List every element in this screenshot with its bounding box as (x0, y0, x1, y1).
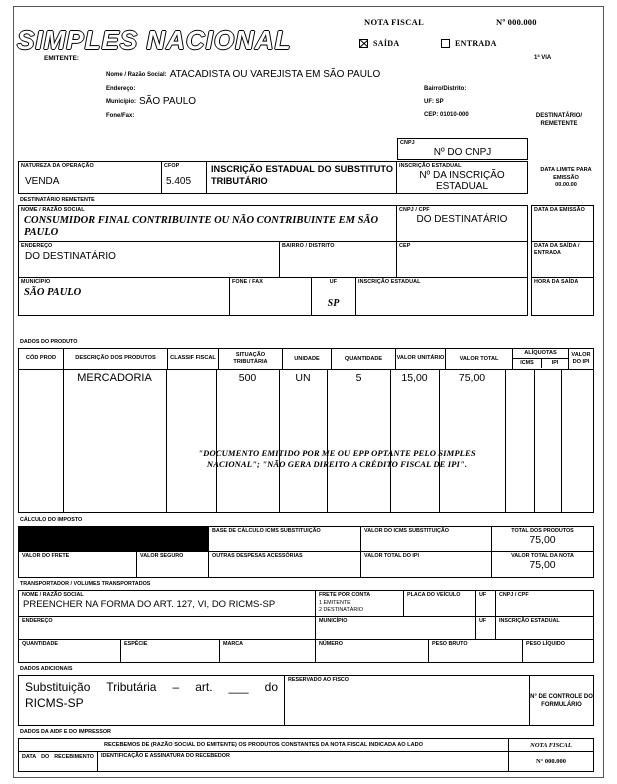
cell-descricao: MERCADORIA (77, 372, 152, 384)
destinatario-endereco-row (18, 242, 528, 278)
aidf-recebemos-label: RECEBEMOS DE (RAZÃO SOCIAL DO EMITENTE) OS PRODUTOS CONSTANTES DA NOTA FISCAL INDICADA AO LADO (19, 739, 509, 751)
emitente-municipio-label: Município: (106, 99, 136, 105)
transportador-municipio-value (316, 625, 475, 626)
nota-fiscal-number: Nº 000.000 (496, 17, 537, 27)
transportador-cnpj-label: CNPJ / CPF (499, 592, 529, 598)
destinatario-cep-label: CEP (399, 243, 411, 249)
cell-cod (19, 372, 63, 386)
destinatario-bairro-value (280, 250, 396, 251)
volumes-numero-label: NÚMERO (319, 641, 343, 647)
transportador-municipio-cell (316, 617, 476, 639)
transportador-row-2 (19, 617, 593, 640)
volumes-peso-bruto-label: PESO BRUTO (432, 641, 468, 647)
total-produtos-cell (492, 527, 593, 551)
data-limite-value: 00.00.00 (555, 182, 577, 188)
destinatario-cnpj-cell (397, 205, 528, 242)
calculo-blackout-cell (19, 527, 209, 551)
aidf-section-title: DADOS DA AIDF E DO IMPRESSOR (20, 729, 111, 735)
produtos-table (18, 348, 594, 513)
aidf-numero-value: N° 000.000 (535, 758, 567, 765)
emitente-municipio-line (106, 96, 536, 110)
saida-option[interactable] (359, 39, 399, 48)
emitente-uf-value: SP (435, 98, 444, 105)
rule-4 (279, 370, 280, 512)
cfop-label: CFOP (164, 163, 180, 169)
header-region (14, 7, 603, 135)
aidf-row-1 (19, 739, 593, 752)
destinatario-ie-cell (356, 278, 528, 316)
cell-icms (505, 372, 534, 386)
outras-despesas-cell (209, 552, 361, 577)
placa-veiculo-value (404, 599, 475, 600)
outras-despesas-label: OUTRAS DESPESAS ACESSÓRIAS (212, 553, 303, 559)
col-header-unidade: UNIDADE (283, 349, 332, 369)
rule-3 (216, 370, 217, 512)
natureza-operacao-label: NATUREZA DA OPERAÇÃO (21, 163, 94, 169)
destinatario-bairro-label: BAIRRO / DISTRITO (282, 243, 335, 249)
destinatario-uf-value: SP (327, 297, 340, 309)
transportador-cnpj-value (496, 599, 593, 600)
destinatario-uf-cell (312, 278, 356, 316)
destinatario-ie-value (356, 286, 527, 287)
emitente-endereco-line (106, 83, 536, 97)
valor-icms-st-label: VALOR DO ICMS SUBSTITUIÇÃO (364, 528, 449, 534)
data-emissao-value (532, 214, 593, 215)
hora-saida-label: HORA DA SAÍDA (534, 279, 579, 285)
natureza-row (18, 161, 528, 194)
emitente-endereco-label: Endereço: (106, 85, 136, 92)
destinatario-cnpj-label: CNPJ / CPF (399, 207, 430, 213)
volumes-quantidade-label: QUANTIDADE (22, 641, 58, 647)
cfop-value: 5.405 (166, 175, 192, 187)
volumes-especie-cell (121, 640, 220, 662)
emitente-endereco-value (135, 83, 138, 97)
col-header-cod: CÓD PROD (19, 349, 64, 369)
cell-valor-ipi (561, 372, 593, 386)
destinatario-municipio-label: MUNICÍPIO (21, 279, 51, 285)
destinatario-endereco-label: ENDEREÇO (21, 243, 53, 249)
rule-5 (327, 370, 328, 512)
volumes-quantidade-cell (19, 640, 121, 662)
frete-conta-label: FRETE POR CONTA (319, 592, 371, 598)
placa-veiculo-cell (404, 591, 476, 616)
emitente-fonefax-value (134, 110, 137, 124)
destinatario-bairro-cell (280, 242, 397, 278)
valor-frete-label: VALOR DO FRETE (22, 553, 70, 559)
emitente-fonefax-label: Fone/Fax: (106, 112, 135, 119)
valor-icms-st-cell (361, 527, 492, 551)
transportador-ie-value (496, 625, 593, 626)
destinatario-municipio-value: SÃO PAULO (24, 286, 82, 298)
destinatario-municipio-cell (18, 278, 230, 316)
ie-substituto-cell (207, 161, 397, 194)
data-saida-entrada-value (532, 257, 593, 258)
produtos-observacao (169, 448, 505, 470)
aidf-table (18, 738, 594, 772)
volumes-peso-liquido-label: PESO LÍQUIDO (526, 641, 565, 647)
data-saida-entrada-cell (531, 242, 594, 278)
calculo-imposto-section-title: CÁLCULO DO IMPOSTO (20, 517, 83, 523)
calculo-imposto-table (18, 526, 594, 578)
valor-seguro-label: VALOR SEGURO (140, 553, 184, 559)
destinatario-uf-label: UF (329, 279, 338, 285)
valor-total-ipi-cell (361, 552, 492, 577)
saida-checkbox[interactable] (359, 39, 368, 48)
volumes-quantidade-value (19, 648, 120, 649)
transportador-ie-label: INSCRIÇÃO ESTADUAL (499, 618, 560, 624)
cell-valor-total: 75,00 (458, 372, 486, 384)
col-header-valor-ipi: VALOR DO IPI (571, 351, 591, 365)
emitente-nome-value: ATACADISTA OU VAREJISTA EM SÃO PAULO (169, 69, 381, 80)
transportador-uf-cell (476, 591, 496, 616)
valor-total-nota-value: 75,00 (529, 558, 556, 571)
volumes-especie-label: ESPÉCIE (124, 641, 148, 647)
volumes-peso-liquido-cell (523, 640, 593, 662)
ie-cell (397, 161, 528, 194)
emitente-uf-label: UF: SP (424, 98, 444, 105)
destinatario-cep-value (397, 250, 527, 251)
data-limite-label: DATA LIMITE PARA EMISSÃO (540, 167, 592, 181)
volumes-numero-value (316, 648, 428, 649)
destinatario-fonefax-value (230, 286, 311, 287)
aidf-data-recebimento-cell (19, 752, 98, 771)
natureza-operacao-cell (18, 161, 162, 194)
transportador-municipio-label: MUNICÍPIO (319, 618, 348, 624)
col-header-valor-total: VALOR TOTAL (446, 349, 513, 369)
destinatario-ie-label: INSCRIÇÃO ESTADUAL (358, 279, 421, 285)
col-header-situacao: SITUAÇÃO TRIBUTÁRIA (219, 349, 283, 369)
data-emissao-cell (531, 205, 594, 242)
destinatario-section-title: DESTINATÁRIO REMETENTE (20, 197, 95, 203)
rule-9 (534, 370, 535, 512)
dados-adicionais-line-1: Substituição Tributária – art. ___ do (25, 680, 278, 694)
transportador-row-1 (19, 591, 593, 617)
calculo-row-2 (19, 552, 593, 577)
dados-adicionais-text-cell (19, 676, 285, 725)
valor-total-ipi-label: VALOR TOTAL DO IPI (364, 553, 420, 559)
base-icms-st-label: BASE DE CÁLCULO ICMS SUBSTITUIÇÃO (212, 528, 321, 534)
rule-7 (439, 370, 440, 512)
destinatario-municipio-row (18, 278, 528, 316)
dados-adicionais-line-2: RICMS-SP (25, 696, 84, 710)
rule-6 (390, 370, 391, 512)
destinatario-nome-row (18, 205, 528, 242)
col-header-quantidade: QUANTIDADE (332, 349, 396, 369)
numero-controle-label: N° DE CONTROLE DO FORMULÁRIO (530, 693, 593, 708)
cnpj-label: CNPJ (400, 140, 415, 146)
volumes-marca-label: MARCA (223, 641, 244, 647)
valor-frete-cell (19, 552, 137, 577)
destinatario-remetente-side-label: DESTINATÁRIO/ REMETENTE (535, 113, 583, 127)
dados-adicionais-table (18, 675, 594, 726)
transportador-endereco-label: ENDEREÇO (22, 618, 53, 624)
emitente-label: EMITENTE: (44, 55, 80, 62)
rule-8 (505, 370, 506, 512)
aidf-nota-fiscal-label: NOTA FISCAL (530, 741, 572, 749)
nota-fiscal-title: NOTA FISCAL (364, 17, 425, 27)
destinatario-cep-cell (397, 242, 528, 278)
numero-controle-cell (530, 676, 593, 725)
emitente-cep-value: 01010-000 (440, 112, 469, 118)
emitente-nome-label: Nome / Razão Social: (106, 72, 167, 78)
col-header-classif: CLASSIF FISCAL (168, 349, 219, 369)
col-header-icms: ICMS (513, 359, 542, 368)
rule-1 (63, 370, 64, 512)
ie-label: INSCRIÇÃO ESTADUAL (399, 163, 462, 169)
dados-adicionais-section-title: DADOS ADICIONAIS (20, 666, 73, 672)
entrada-label: ENTRADA (455, 39, 497, 48)
produtos-header-row (19, 349, 593, 370)
destinatario-cnpj-value: DO DESTINATÁRIO (416, 213, 508, 225)
reservado-fisco-label: RESERVADO AO FISCO (288, 677, 350, 683)
ie-substituto-label: INSCRIÇÃO ESTADUAL DO SUBSTITUTO TRIBUTÁRIO (211, 164, 393, 186)
transportador-ie-cell (496, 617, 593, 639)
aidf-data-recebimento-label: DATA DO RECEBIMENTO (22, 754, 94, 760)
frete-conta-cell[interactable] (316, 591, 404, 616)
volumes-numero-cell (316, 640, 429, 662)
reservado-fisco-cell (285, 676, 530, 725)
cell-unidade: UN (295, 372, 311, 384)
transportador-endereco-cell (19, 617, 316, 639)
cell-ipi (534, 372, 561, 386)
simples-nacional-logo: SIMPLES NACIONAL (17, 25, 292, 55)
data-limite-block (531, 167, 601, 190)
cell-quantidade: 5 (355, 372, 362, 384)
data-saida-entrada-label: DATA DA SAÍDA / ENTRADA (534, 243, 580, 256)
placa-veiculo-label: PLACA DO VEÍCULO (407, 592, 461, 598)
destinatario-fonefax-label: FONE / FAX (232, 279, 263, 285)
valor-seguro-cell (137, 552, 209, 577)
transportador-uf-label: UF (479, 592, 487, 598)
natureza-operacao-value: VENDA (25, 175, 60, 187)
transportador-nome-cell (19, 591, 316, 616)
rule-10 (561, 370, 562, 512)
col-header-valor-unitario: VALOR UNITÁRIO (396, 349, 446, 369)
col-header-ipi: IPI (551, 360, 559, 366)
emitente-nome-line (106, 69, 536, 83)
emitente-municipio-value: SÃO PAULO (139, 96, 197, 107)
transportador-nome-label: NOME / RAZÃO SOCIAL (22, 592, 84, 598)
frete-opt-emitente[interactable]: 1 EMITENTE (319, 599, 351, 606)
data-emissao-label: DATA DA EMISSÃO (534, 207, 585, 213)
transportador-section-title: TRANSPORTADOR / VOLUMES TRANSPORTADOS (20, 581, 151, 587)
volumes-especie-value (121, 648, 219, 649)
destinatario-nome-label: NOME / RAZÃO SOCIAL (21, 207, 85, 213)
transportador-uf2-cell (476, 617, 496, 639)
rule-2 (166, 370, 167, 512)
volumes-marca-cell (220, 640, 316, 662)
emitente-fonefax-line (106, 110, 536, 124)
aidf-identificacao-label: IDENTIFICAÇÃO E ASSINATURA DO RECEBEDOR (101, 753, 230, 759)
cell-classif (166, 372, 216, 386)
volumes-peso-liquido-value (523, 648, 593, 649)
observacao-line-2: NACIONAL"; "NÃO GERA DIREITO A CRÉDITO FISCAL DE IPI". (206, 459, 468, 469)
transportador-uf2-label: UF (479, 618, 487, 624)
entrada-checkbox[interactable] (441, 39, 450, 48)
table-row (19, 372, 593, 386)
cnpj-value: Nº DO CNPJ (433, 146, 492, 158)
via-label: 1ª VIA (534, 55, 552, 61)
base-icms-st-cell (209, 527, 361, 551)
col-header-aliquotas-group (513, 349, 569, 369)
ie-value: Nº DA INSCRIÇÃO ESTADUAL (419, 169, 505, 192)
produtos-section-title: DADOS DO PRODUTO (20, 339, 78, 345)
cell-valor-unitario: 15,00 (401, 372, 428, 384)
entrada-option[interactable] (441, 39, 497, 48)
volumes-marca-value (220, 648, 315, 649)
calculo-row-1 (19, 527, 593, 552)
saida-label: SAÍDA (373, 39, 400, 48)
transportador-nome-value: PREENCHER NA FORMA DO ART. 127, VI, DO RICMS-SP (23, 598, 276, 610)
transportador-endereco-value (19, 625, 315, 626)
frete-opt-destinatario[interactable]: 2 DESTINATÁRIO (319, 607, 363, 614)
transportador-table (18, 590, 594, 663)
emitente-info-block (106, 69, 536, 123)
reservado-fisco-value (285, 684, 529, 685)
total-produtos-label: TOTAL DOS PRODUTOS (511, 528, 574, 534)
col-header-descricao: DESCRIÇÃO DOS PRODUTOS (64, 349, 168, 369)
volumes-peso-bruto-cell (429, 640, 523, 662)
total-produtos-value: 75,00 (529, 533, 556, 546)
col-header-aliquotas: ALÍQUOTAS (513, 349, 568, 359)
cnpj-box (397, 138, 528, 160)
destinatario-fonefax-cell (230, 278, 312, 316)
volumes-peso-bruto-value (429, 648, 522, 649)
hora-saida-value (532, 286, 593, 287)
destinatario-endereco-value: DO DESTINATÁRIO (25, 250, 116, 262)
hora-saida-cell (531, 278, 594, 316)
cell-situacao: 500 (238, 372, 257, 384)
aidf-identificacao-cell (98, 752, 509, 771)
valor-total-nota-label: VALOR TOTAL DA NOTA (511, 553, 574, 559)
destinatario-nome-cell (18, 205, 397, 242)
transportador-cnpj-cell (496, 591, 593, 616)
produtos-body (19, 370, 593, 512)
destinatario-nome-value: CONSUMIDOR FINAL CONTRIBUINTE OU NÃO CONTRIBUINTE EM SÃO PAULO (24, 214, 379, 238)
cfop-cell (162, 161, 207, 194)
valor-total-nota-cell (492, 552, 593, 577)
emitente-cep-label: CEP: 01010-000 (424, 112, 469, 118)
transportador-row-3 (19, 640, 593, 662)
destinatario-endereco-cell (18, 242, 280, 278)
emitente-bairro-label: Bairro/Distrito: (424, 85, 467, 92)
aidf-row-2 (19, 752, 593, 771)
observacao-line-1: "DOCUMENTO EMITIDO POR ME OU EPP OPTANTE PELO SIMPLES (198, 448, 476, 458)
